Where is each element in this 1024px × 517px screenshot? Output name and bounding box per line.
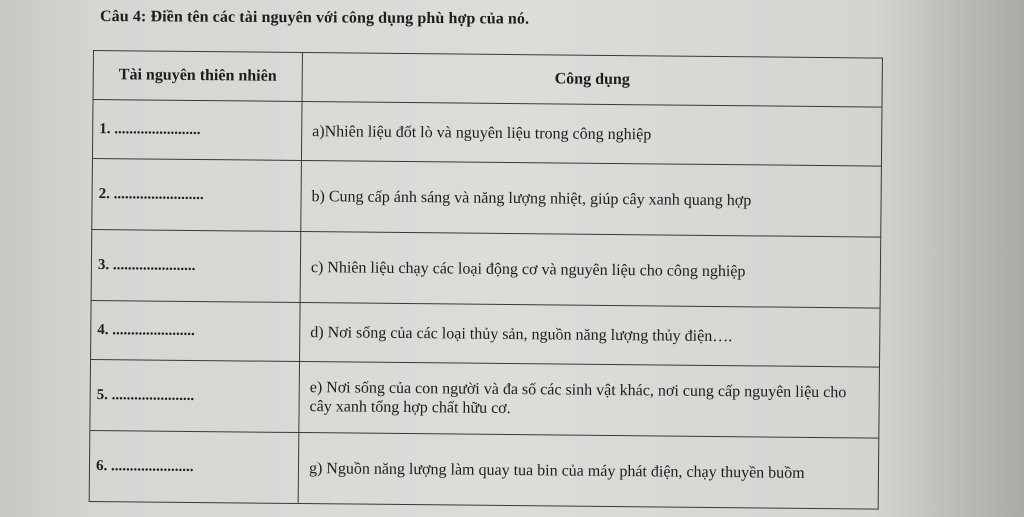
blank-cell-3: 3. ...................... bbox=[91, 230, 301, 303]
use-cell-e: e) Nơi sống của con người và đa số các sinh vật khác, nơi cung cấp nguyên liệu cho cây xanh tổng hợp chất hữu cơ. bbox=[299, 362, 880, 438]
table-row bbox=[92, 159, 882, 237]
table-row bbox=[89, 431, 879, 509]
header-resource: Tài nguyên thiên nhiên bbox=[93, 51, 302, 102]
resource-table-container bbox=[89, 50, 883, 510]
blank-cell-4: 4. ...................... bbox=[91, 300, 301, 361]
use-cell-d: d) Nơi sống của các loại thủy sản, nguồn năng lượng thủy điện…. bbox=[300, 302, 881, 367]
table-row bbox=[91, 300, 881, 367]
use-cell-b: b) Cung cấp ánh sáng và năng lượng nhiệt, giúp cây xanh quang hợp bbox=[301, 161, 882, 237]
header-use: Công dụng bbox=[302, 53, 882, 108]
table-header-row bbox=[93, 51, 882, 108]
resource-table bbox=[89, 50, 883, 510]
blank-cell-6: 6. ...................... bbox=[89, 431, 299, 504]
blank-cell-2: 2. ........................ bbox=[92, 159, 302, 232]
blank-cell-1: 1. ....................... bbox=[92, 99, 302, 160]
table-row bbox=[91, 230, 881, 308]
photo-shadow bbox=[874, 0, 1024, 517]
question-title: Câu 4: Điền tên các tài nguyên với công dụng phù hợp của nó. bbox=[99, 8, 530, 28]
blank-cell-5: 5. ...................... bbox=[90, 360, 300, 433]
use-cell-c: c) Nhiên liệu chạy các loại động cơ và nguyên liệu cho công nghiệp bbox=[300, 232, 881, 308]
table-row bbox=[90, 360, 880, 438]
table-row bbox=[92, 99, 882, 166]
use-cell-g: g) Nguồn năng lượng làm quay tua bin của máy phát điện, chạy thuyền buồm bbox=[298, 433, 879, 509]
use-cell-a: a)Nhiên liệu đốt lò và nguyên liệu trong công nghiệp bbox=[301, 101, 882, 166]
